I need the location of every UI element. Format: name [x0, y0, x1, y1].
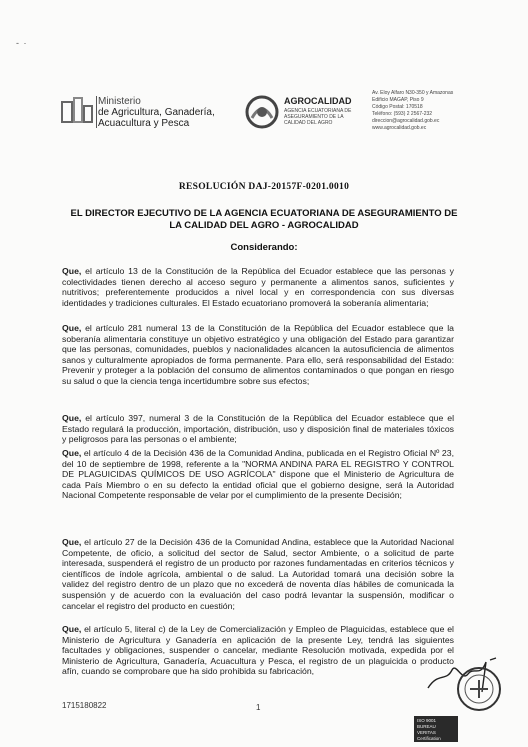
ministerio-logo — [60, 92, 240, 132]
paragraph-text: el artículo 27 de la Decisión 436 de la Comunidad Andina, establece que la Autoridad Nacional Competente, de oficio, a solicitud del sector de Salud, sector Ambiente, o a solicitud de parte interesada, suspenderá el registro de un producto por razones fundamentadas en criterios técnicos y científicos de índole agrícola, ambiental o de salud. La Autoridad tomará una decisión sobre la validez del registro dentro de un plazo que no excederá de noventa días hábiles de comunicada la suspensión y de acuerdo con la evaluación del caso podrá levantar la suspensión, modificar o cancelar el registro del producto en cuestión; — [62, 537, 454, 611]
address-line: www.agrocalidad.gob.ec — [372, 125, 427, 131]
paragraph-lead: Que, — [62, 624, 82, 634]
page-number: 1 — [256, 703, 261, 712]
ministerio-divider — [96, 96, 97, 128]
paragraph-text: el artículo 281 numeral 13 de la Constitución de la República del Ecuador establece que la soberanía alimentaria constituye un objetivo estratégico y una obligación del Estado para garantizar que las personas, comunidades, pueblos y nacionalidades alcancen la autosuficiencia de alimentos sanos y culturalmente apropiados de forma permanente. Para ello, será responsabilidad del Estado: Prevenir y proteger a la población del consumo de alimentos contaminados o que pongan en riesgo su salud o que la ciencia tenga incertidumbre sobre sus efectos; — [62, 323, 454, 386]
agrocalidad-logo — [244, 92, 374, 132]
ministerio-name — [98, 96, 215, 129]
agrocalidad-name: AGROCALIDAD — [284, 96, 352, 106]
paragraph-text: el artículo 4 de la Decisión 436 de la Comunidad Andina, publicada en el Registro Oficial Nº 23, del 10 de septiembre de 1998, referente a la "NORMA ANDINA PARA EL REGISTRO Y CONTROL DE PLAGUICIDAS QUÍMICOS DE USO AGRÍCOLA" dispone que el Ministerio de Agricultura de cada País Miembro o en su defecto la entidad oficial que el gobierno designe, será la Autoridad Nacional Competente responsable de velar por el cumplimiento de la presente Decisión; — [62, 448, 454, 501]
ministerio-emblem-icon — [60, 96, 96, 128]
address-line: Teléfono: (593) 2 2567-232 — [372, 111, 433, 117]
scan-mark: - · — [16, 38, 28, 48]
paragraph — [62, 266, 454, 308]
director-heading-line2: LA CALIDAD DEL AGRO - AGROCALIDAD — [169, 220, 359, 231]
paragraph-lead: Que, — [62, 323, 82, 333]
paragraph — [62, 413, 454, 445]
director-heading-line1: EL DIRECTOR EJECUTIVO DE LA AGENCIA ECUATORIANA DE ASEGURAMIENTO DE — [70, 208, 458, 219]
document-code: 1715180822 — [62, 701, 107, 710]
paragraph-text: el artículo 5, literal c) de la Ley de Comercialización y Empleo de Plaguicidas, establece que el Ministerio de Agricultura y Ganadería en aplicación de la presente Ley, tendrá las siguientes facultades y obligaciones, suspender o cancelar, mediante Resolución motivada, expedida por el Ministerio de Agricultura, Ganadería, Acuacultura y Pesca, el registro de un plaguicida o producto afín, cuando se comprobare que ha sido prohibida su fabricación, — [62, 624, 454, 677]
paragraph — [62, 537, 454, 611]
address-line: Código Postal: 170518 — [372, 104, 423, 110]
address-line: direccion@agrocalidad.gob.ec — [372, 118, 440, 124]
bureau-veritas-seal-icon — [456, 666, 502, 712]
agrocalidad-emblem-icon — [244, 94, 280, 130]
paragraph-text: el artículo 13 de la Constitución de la República del Ecuador establece que las personas y colectividades tienen derecho al acceso seguro y permanente a alimentos sanos, suficientes y nutritivos; preferentemente producidos a nivel local y en correspondencia con sus diversas identidades y tradiciones culturales. El Estado ecuatoriano promoverá la soberanía alimentaria; — [62, 266, 454, 308]
paragraph — [62, 323, 454, 387]
paragraph-lead: Que, — [62, 413, 82, 423]
paragraph-text: el artículo 397, numeral 3 de la Constitución de la República del Ecuador establece que el Estado regulará la producción, importación, distribución, uso y disposición final de materiales tóxicos y peligrosos para las personas o el ambiente; — [62, 413, 454, 445]
agrocalidad-subtitle: AGENCIA ECUATORIANA DE ASEGURAMIENTO DE LA CALIDAD DEL AGRO — [284, 108, 352, 126]
ministerio-line3: Acuacultura y Pesca — [98, 118, 190, 129]
paragraph — [62, 448, 454, 501]
resolution-number: RESOLUCIÓN DAJ-20157F-0201.0010 — [178, 182, 350, 192]
ministerio-line2: de Agricultura, Ganadería, — [98, 107, 215, 118]
paragraph-lead: Que, — [62, 448, 82, 458]
address-block — [372, 90, 472, 132]
address-line: Av. Eloy Alfaro N30-350 y Amazonas — [372, 90, 454, 96]
address-line: Edificio MAGAP, Piso 9 — [372, 97, 424, 103]
ministerio-line1: Ministerio — [98, 96, 141, 107]
paragraph-lead: Que, — [62, 537, 82, 547]
paragraph-lead: Que, — [62, 266, 82, 276]
director-heading — [0, 208, 528, 232]
certification-badge: ISO 9001 BUREAU VERITAS Certification — [414, 716, 458, 742]
considerando-heading: Considerando: — [230, 242, 298, 253]
paragraph — [62, 624, 454, 677]
